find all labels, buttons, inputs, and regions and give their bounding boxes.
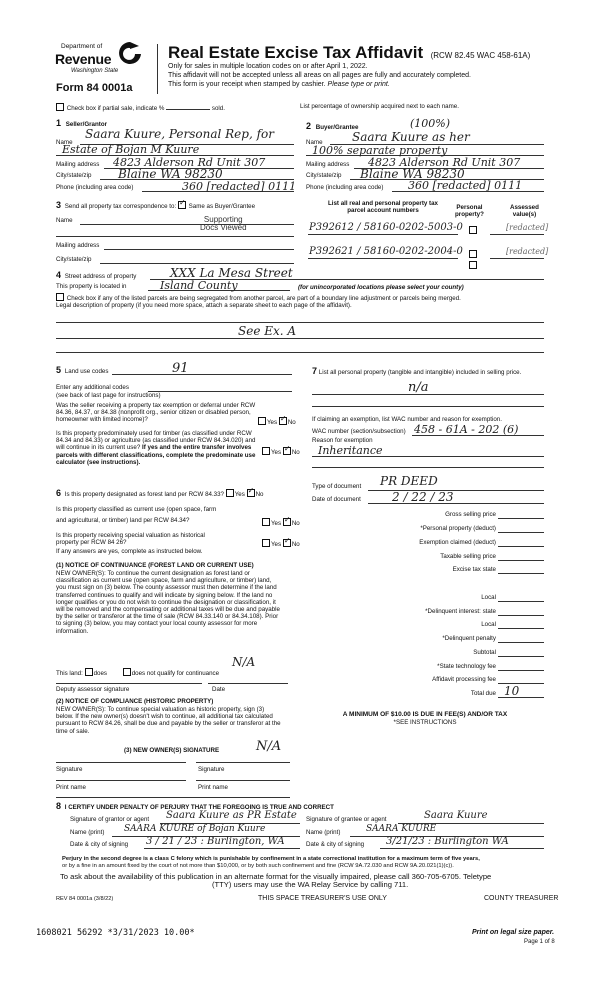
corr-name-line[interactable] [80,224,294,225]
parcel-row-3-personal-checkbox[interactable] [469,261,477,269]
personal-property-value: n/a [408,380,429,395]
partial-sale-row [56,103,225,112]
seller-phone-value: 360 [redacted] 0111 [182,180,297,193]
this-land-label: This land: [56,670,83,677]
does-not-checkbox[interactable] [123,668,131,676]
parcel-row-2-personal-checkbox[interactable] [469,250,477,258]
new-owner-signature-value: N/A [256,739,282,754]
notice-compliance-body: NEW OWNER(S): To continue special valuation as historic property, sign (3) below. If the new owner(s) doesn't wish to continue, all additional tax calculated pursuant to RCW 84.26, shall be due and payable by the seller or transferor at the time of sale. [56,706,281,735]
yes-label: Yes [267,419,278,426]
same-as-buyer-label: Same as Buyer/Grantee [188,203,256,210]
legal-line-1[interactable] [56,322,544,323]
page-number: Page 1 of 8 [524,939,555,945]
ownership-note: List percentage of ownership acquired next to each name. [300,103,459,110]
treasurer-space-label: THIS SPACE TREASURER'S USE ONLY [258,895,387,902]
grantor-date-value: 3 / 21 / 23 : Burlington, WA [146,836,285,847]
land-use-line[interactable] [112,374,292,375]
grantee-name-value: SAARA KUURE [366,824,437,834]
subtotal-label: Subtotal [473,649,496,656]
personal-heading-1: Personal [456,204,483,211]
no-label: No [255,491,264,498]
section-3-number: 3 [56,200,62,210]
personal-property-text [312,368,544,376]
reason-line-2[interactable] [312,467,544,468]
timber-yes-no [262,447,300,456]
timber-question-note: If yes and the entire transfer involves parcels with different classifications, complete the predominate use calculator (see instructions). [56,444,256,466]
excise-local-line[interactable] [498,601,544,602]
buyer-name-value: Saara Kuure as her [352,130,470,144]
timber-question-text: Is this property predominately used for timber (as classified under RCW 84.34 and 84.33) or agriculture (as classified under RCW 84.34.020) and will continue in its current use? [56,430,256,452]
owner-print-line-3[interactable] [56,797,290,798]
legal-description-value: See Ex. A [238,324,297,338]
current-use-no-checkbox[interactable] [283,518,291,526]
corr-mail-line[interactable] [104,249,294,250]
see-instructions-note: *SEE INSTRUCTIONS [393,719,457,726]
perjury-line-1: Perjury in the second degree is a class C felony which is punishable by confinement in a state correctional institution for a maximum term of five years, [62,856,480,862]
new-owner-signature-label: (3) NEW OWNER(S) SIGNATURE [124,747,220,754]
owner-sig-line-2[interactable] [196,762,290,763]
historic-yes-no [262,539,300,548]
land-use-label [56,367,108,375]
parcel-row-1-personal-checkbox[interactable] [469,226,477,234]
parcel-row-2-value: P392621 / 58160-0202-2004-0 [309,246,463,257]
historic-question [56,532,266,546]
assessed-heading-2: value(s) [512,211,537,219]
personal-property-label: List all personal property (tangible and intangible) included in selling price. [318,369,522,376]
parcel-row-2-line[interactable] [308,258,458,259]
historic-no-checkbox[interactable] [283,539,291,547]
stamp-line-1: Supporting [203,215,243,224]
seller-name2-value: Estate of Bojan M Kuure [62,143,200,156]
forest-no-checkbox[interactable] [247,489,255,497]
buyer-name-label: Name [306,139,323,146]
form-number: Form 84 0001a [56,82,133,94]
revenue-logo [55,40,163,82]
grantee-signature-value: Saara Kuure [424,810,488,821]
owner-print-label-1: Print name [56,784,86,791]
reason-label: Reason for exemption [312,437,373,444]
section-7-number: 7 [312,366,318,376]
parcel-row-1-line[interactable] [308,234,458,235]
additional-codes-label: Enter any additional codes [56,384,129,391]
delinquent-interest-line[interactable] [498,615,544,616]
forest-question-text: Is this property designated as forest land per RCW 84.33? [64,491,224,498]
timber-no-checkbox[interactable] [283,447,291,455]
parcel-row-1-assessed-line[interactable] [490,234,544,235]
header-line-1: Only for sales in multiple location codes on or after April 1, 2022. [168,63,368,70]
owner-print-line-2[interactable] [196,780,290,781]
no-label: No [287,419,296,426]
buyer-city-label: City/state/zip [306,172,342,179]
owner-sig-line-1[interactable] [56,762,186,763]
corr-name2-line[interactable] [56,236,294,237]
seller-city-label: City/state/zip [56,172,92,179]
stamp-line-2: Docs Viewed [200,223,247,232]
parcel-row-2-assessed-value: [redacted] [506,247,549,256]
buyer-heading [306,123,358,131]
certify-heading-text: I CERTIFY UNDER PENALTY OF PERJURY THAT THE FOREGOING IS TRUE AND CORRECT [64,804,334,811]
located-in-value: Island County [160,279,238,292]
perjury-line-2: or by a fine in an amount fixed by the court of not more than $10,000, or by both such confinement and fine (RCW 9A.72.030 and RCW 9A.20.021(1)(c)). [62,863,454,869]
deputy-date-line[interactable] [208,683,288,684]
section-2-number: 2 [306,121,312,131]
header-line-2: This affidavit will not be accepted unless all areas on all pages are fully and accurately completed. [168,72,471,79]
personal-property-heading [455,204,484,219]
historic-q-2: property per RCW 84 26? [56,539,127,547]
forest-yes-checkbox[interactable] [226,489,234,497]
excise-state-label: Excise tax state [452,566,496,573]
current-use-q-2: and agricultural, or timber) land per RCW 84.34? [56,517,190,525]
additional-codes-line[interactable] [148,391,292,392]
seller-mail-value: 4823 Alderson Rd Unit 307 [113,156,266,169]
assessed-heading-1: Assessed [510,204,539,211]
section-8-number: 8 [56,801,62,811]
type-document-value: PR DEED [380,474,438,488]
subtotal-line[interactable] [498,656,544,657]
seller-heading-label: Seller/Grantor [65,121,108,128]
grantee-date-label: Date & city of signing [306,841,365,848]
corr-city-label: City/state/zip [56,256,92,263]
parcel-row-1-value: P392612 / 58160-0202-5003-0 [309,222,463,233]
timber-question [56,430,261,466]
partial-percent-line[interactable] [166,109,210,110]
current-use-q-1: Is this property classified as current use (open space, farm [56,506,217,513]
deputy-signature-label: Deputy assessor signature [56,686,130,693]
corr-name-label: Name [56,217,73,224]
exemption-no-checkbox[interactable] [279,417,287,425]
section-6-number: 6 [56,488,62,498]
land-use-text: Land use codes [64,368,109,375]
legal-size-note: Print on legal size paper. [472,929,555,936]
current-use-yes-checkbox[interactable] [262,518,270,526]
parcels-heading-1: List all real and personal property tax [327,200,439,207]
owner-print-line-1[interactable] [56,780,186,781]
personal-property-deduct-line[interactable] [498,532,544,533]
dept-name: Revenue [55,51,112,67]
same-as-buyer-checkbox[interactable] [178,201,186,209]
revision-label: REV 84 0001a (3/8/22) [56,896,114,902]
grantee-date-line[interactable] [380,848,544,849]
delinquent-penalty-label: *Delinquent penalty [442,635,496,642]
legal-line-2[interactable] [56,338,544,339]
personal-line-1[interactable] [312,394,544,395]
parcels-heading [308,200,458,215]
reason-value: Inheritance [318,444,383,457]
gross-price-line[interactable] [498,518,544,519]
technology-fee-label: *State technology fee [437,663,496,670]
current-use-yes-no [262,518,300,527]
grantor-date-line[interactable] [144,848,300,849]
total-due-value: 10 [504,684,520,698]
no-label: No [291,449,300,456]
corr-mail-label: Mailing address [56,242,100,249]
yes-label: Yes [234,491,245,498]
grantor-signature-label: Signature of grantor or agent [70,816,150,823]
historic-yes-checkbox[interactable] [262,539,270,547]
current-use-question [56,506,266,524]
legal-description-label: Legal description of property (if you need more space, attach a separate sheet to each page of the affidavit). [56,302,352,309]
buyer-percent-value: (100%) [410,117,451,130]
reason-line-1[interactable] [312,456,544,457]
owner-print-label-2: Print name [198,784,228,791]
notice-compliance-heading: (2) NOTICE OF COMPLIANCE (HISTORIC PROPERTY) [56,698,214,705]
parcel-row-1-assessed-value: [redacted] [506,223,549,232]
claim-exemption-text: If claiming an exemption, list WAC number and reason for exemption. [312,416,502,423]
corr-city-line[interactable] [100,263,294,264]
grantee-date-value: 3/21/23 : Burlington WA [386,836,509,847]
total-due-label: Total due [470,690,496,697]
no-label: No [291,520,300,527]
grantor-name-value: SAARA KUURE of Bojan Kuure [124,824,266,834]
land-use-value: 91 [172,361,189,376]
accessibility-line-1: To ask about the availability of this publication in an alternate format for the visually impaired, please call 360-705-6705. Teletype [60,872,492,881]
seller-mail-label: Mailing address [56,161,100,168]
wac-value: 458 - 61A - 202 (6) [414,423,519,436]
street-label: Street address of property [64,273,137,280]
no-label: No [291,541,300,548]
title-text: Real Estate Excise Tax Affidavit [168,43,424,62]
delinquent-local-line[interactable] [498,628,544,629]
delinquent-interest-label: *Delinquent interest: state [425,608,496,615]
title-ref: (RCW 82.45 WAC 458-61A) [430,51,531,60]
partial-sale-checkbox[interactable] [56,103,64,111]
forest-question [56,489,263,498]
historic-q-1: Is this property receiving special valuation as historical [56,532,205,539]
grantee-signature-label: Signature of grantee or agent [306,816,387,823]
grantor-name-label: Name (print) [70,829,105,836]
timber-yes-checkbox[interactable] [262,447,270,455]
exemption-question: Was the seller receiving a property tax exemption or deferral under RCW 84.36, 84.37, or 84.38 (nonprofit org., senior citizen or disabled person, homeowner with limited income)? [56,402,256,424]
treasurer-receipt-stamp: 1608021 56292 *3/31/2023 10.00* [36,928,195,938]
segregated-row [56,293,461,302]
yes-label: Yes [271,541,282,548]
grantee-name-label: Name (print) [306,829,341,836]
parcels-heading-2: parcel account numbers [347,207,419,215]
buyer-mail-label: Mailing address [306,161,350,168]
seller-phone-label: Phone (including area code) [56,184,134,191]
seller-name-value: Saara Kuure, Personal Rep, for [85,127,274,141]
segregated-checkbox[interactable] [56,293,64,301]
buyer-phone-label: Phone (including area code) [306,184,384,191]
owner-signature-label-2: Signature [198,766,225,773]
correspondence-heading [56,201,255,210]
delinquent-penalty-line[interactable] [498,642,544,643]
parcel-row-2-assessed-line[interactable] [490,258,544,259]
notice-na-value: N/A [232,655,256,669]
section-1-number: 1 [56,118,62,128]
partial-sold-label: sold. [211,105,225,112]
personal-property-deduct-label: *Personal property (deduct) [420,525,496,532]
type-document-label: Type of document [312,483,362,490]
supporting-docs-stamp [200,216,247,232]
exemption-deduct-line[interactable] [498,546,544,547]
deputy-signature-line[interactable] [56,683,202,684]
street-address-value: XXX La Mesa Street [170,266,293,280]
dept-label: Department of [61,43,103,50]
answers-yes-note: If any answers are yes, complete as instructed below. [56,548,203,555]
dept-state: Washington State [71,68,119,74]
taxable-price-label: Taxable selling price [440,553,496,560]
buyer-city-value: Blaine WA 98230 [360,167,465,181]
delinquent-local-label: Local [481,621,496,628]
date-document-value: 2 / 22 / 23 [392,490,454,504]
does-not-label: does not qualify for continuance [131,670,220,677]
buyer-name2-value: 100% separate property [312,144,448,157]
see-back-note: (see back of last page for instructions) [56,392,161,399]
owner-signature-label-1: Signature [56,766,83,773]
partial-sale-label: Check box if partial sale, indicate % [66,105,165,112]
buyer-phone-value: 360 [redacted] 0111 [408,179,523,192]
notice-continuance-body: NEW OWNER(S): To continue the current designation as forest land or classification as current use (open space, farm and agriculture, or timber) land, you must sign on (3) below. The county assessor must then determine if the land transferred continues to qualify and will indicate by signing below. If the land no longer qualifies or you do not wish to continue the designation or classification, it will be removed and the compensating or additional taxes will be due and payable by the seller or transferor at the time of sale (RCW 84.33.140 or 84.34.108). Prior to signing (3) below, you may contact your local county assessor for more information. [56,570,280,635]
receipt-note: This form is your receipt when stamped by cashier. [168,81,326,88]
yes-label: Yes [271,520,282,527]
seller-city-value: Blaine WA 98230 [118,167,223,181]
excise-local-label: Local [481,594,496,601]
grantor-signature-value: Saara Kuure as PR Estate [166,810,297,821]
gross-price-label: Gross selling price [445,511,496,518]
street-address-label [56,272,136,280]
section-5-number: 5 [56,365,62,375]
does-checkbox[interactable] [85,668,93,676]
section-4-number: 4 [56,270,62,280]
does-label: does [93,670,107,677]
excise-state-line[interactable] [498,573,544,574]
buyer-heading-label: Buyer/Grantee [315,124,359,131]
located-in-note: (for unincorporated locations please select your county) [298,284,464,291]
personal-heading-2: property? [455,211,484,219]
assessed-value-heading [510,204,539,219]
buyer-mail-value: 4823 Alderson Rd Unit 307 [368,156,521,169]
technology-fee-line[interactable] [498,670,544,671]
date-document-label: Date of document [312,496,361,503]
seller-name-label: Name [56,139,73,146]
revenue-logo-icon [117,40,143,68]
located-in-label: This property is located in [56,283,127,290]
legal-line-3[interactable] [56,352,544,353]
processing-fee-label: Affidavit processing fee [432,676,496,683]
exemption-deduct-label: Exemption claimed (deduct) [419,539,496,546]
type-print-note: Please type or print. [327,81,390,88]
yes-label: Yes [271,449,282,456]
correspondence-label: Send all property tax correspondence to: [64,203,177,210]
exemption-yes-no [258,417,296,426]
wac-label: WAC number (section/subsection) [312,428,406,435]
exemption-yes-checkbox[interactable] [258,417,266,425]
taxable-price-line[interactable] [498,560,544,561]
personal-line-2[interactable] [312,406,544,407]
notice-continuance-heading: (1) NOTICE OF CONTINUANCE (FOREST LAND OR CURRENT USE) [56,562,254,569]
form-title [168,43,530,63]
grantor-date-label: Date & city of signing [70,841,129,848]
segregated-label: Check box if any of the listed parcels are being segregated from another parcel, are part of a boundary line adjustment or parcels being merged. [66,295,461,302]
accessibility-line-2: (TTY) users may use the WA Relay Service by calling 711. [212,880,409,889]
minimum-due-note: A MINIMUM OF $10.00 IS DUE IN FEE(S) AND/OR TAX [342,711,508,718]
deputy-date-label: Date [212,686,226,693]
header-divider [157,44,158,94]
header-line-3 [168,81,390,88]
county-treasurer-label: COUNTY TREASURER [484,895,559,902]
this-land-row [56,668,219,677]
